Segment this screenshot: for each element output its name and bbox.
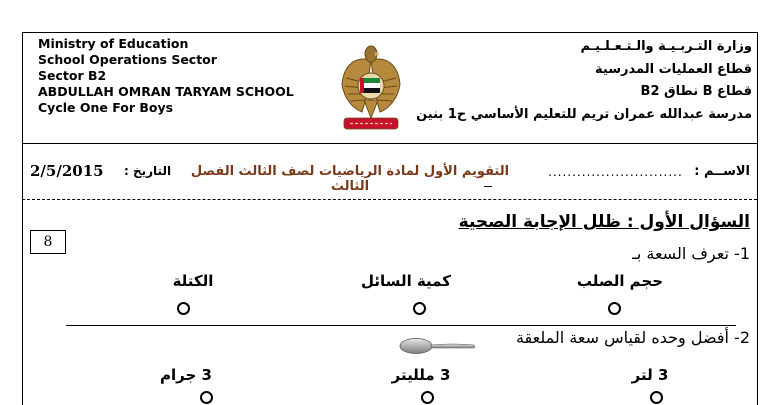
question1-heading: [459, 212, 750, 232]
item1-option-1-label: حجم الصلب: [576, 272, 664, 290]
item2-prompt-row: [516, 328, 750, 347]
arabic-sector-code-line: قطاع B نطاق B2: [640, 84, 752, 99]
arabic-ministry-line: وزارة التـربـيـة والـتـعـلـيـم: [580, 39, 752, 54]
header-divider: [22, 143, 757, 144]
info-dashed-divider: [22, 199, 757, 200]
item2-option-1-label: 3 لتر: [631, 366, 669, 384]
question1-heading-text: السؤال الأول : ظلل الإجابة الصحية: [458, 212, 750, 232]
uae-emblem-icon: [338, 38, 404, 134]
spoon-icon: [398, 336, 476, 356]
sector-code-line: Sector B2: [38, 68, 107, 83]
item2-option-2-label: 3 ملليتر: [391, 366, 451, 384]
exam-title: التقويم الأول لمادة الرياضيات لصف الثالث الفصل الثالث: [190, 164, 510, 194]
item1-option-2-bubble[interactable]: [413, 302, 426, 315]
arabic-header: [416, 36, 752, 126]
ministry-line: Ministry of Education: [38, 36, 189, 51]
item2-option-3-bubble[interactable]: [200, 391, 213, 404]
item1-option-3-label: الكتلة: [172, 272, 214, 290]
item2-number: 2-: [734, 328, 750, 347]
item2-prompt: أفضل وحده لقياس سعة الملعقة: [515, 328, 729, 347]
page-frame-left: [22, 32, 23, 405]
item2-option-3-label: 3 جرام: [160, 366, 212, 384]
date-value: 2/5/2015: [30, 162, 104, 180]
title-underline-mark: [484, 186, 492, 187]
english-header: [38, 36, 294, 116]
cycle-line: Cycle One For Boys: [38, 100, 174, 115]
item2-option-1-bubble[interactable]: [650, 391, 663, 404]
date-label: التاريخ :: [124, 164, 172, 178]
item1-prompt-row: [632, 244, 750, 263]
item-divider: [66, 325, 736, 326]
item1-option-1-bubble[interactable]: [608, 302, 621, 315]
sector-line: School Operations Sector: [38, 52, 217, 67]
item1-option-2-label: كمية السائل: [361, 272, 451, 290]
arabic-school-line: مدرسة عبدالله عمران تريم للتعليم الأساسي ح1 بنين: [416, 106, 752, 122]
name-label: الاســم :: [694, 164, 750, 179]
page-frame-right: [757, 32, 758, 405]
name-dots: ............................: [548, 165, 683, 179]
item2-option-2-bubble[interactable]: [421, 391, 434, 404]
item1-option-3-bubble[interactable]: [177, 302, 190, 315]
score-box: 8: [30, 230, 66, 254]
arabic-sector-line: قطاع العمليات المدرسية: [595, 61, 752, 77]
item1-number: 1-: [734, 244, 750, 263]
school-name-line: ABDULLAH OMRAN TARYAM SCHOOL: [38, 84, 294, 99]
page-frame-top: [22, 32, 757, 33]
item1-prompt: تعرف السعة بـ: [632, 244, 729, 263]
